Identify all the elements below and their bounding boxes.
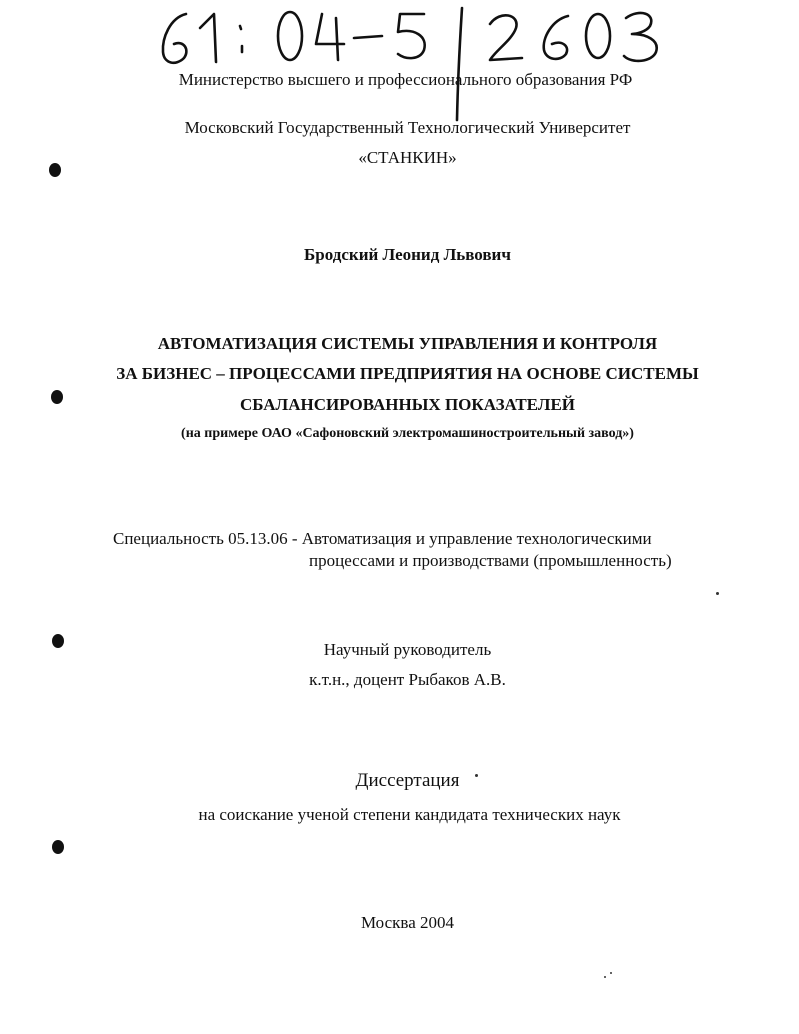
place-year: Москва 2004: [360, 913, 455, 932]
scan-speck: [604, 976, 606, 978]
advisor-label: Научный руководитель: [323, 640, 492, 659]
advisor-name: к.т.н., доцент Рыбаков А.В.: [309, 670, 506, 689]
scan-speck: [716, 592, 719, 595]
specialty-line-2: процессами и производствами (промышленность): [309, 551, 672, 570]
title-subtitle: (на примере ОАО «Сафоновский электромашиностроительный завод»): [181, 426, 634, 441]
specialty-line-1: Специальность 05.13.06 - Автоматизация и управление технологическими: [113, 529, 652, 548]
binding-hole-4: [52, 840, 64, 854]
ministry-line: Министерство высшего и профессионального образования РФ: [178, 70, 633, 89]
title-line-3: СБАЛАНСИРОВАННЫХ ПОКАЗАТЕЛЕЙ: [239, 395, 576, 414]
thesis-type: Диссертация: [355, 770, 460, 791]
university-line: Московский Государственный Технологический Университет: [184, 118, 631, 137]
university-short-name: «СТАНКИН»: [358, 148, 457, 167]
title-line-2: ЗА БИЗНЕС – ПРОЦЕССАМИ ПРЕДПРИЯТИЯ НА ОСНОВЕ СИСТЕМЫ: [116, 364, 699, 383]
scan-speck: [610, 972, 612, 974]
title-line-1: АВТОМАТИЗАЦИЯ СИСТЕМЫ УПРАВЛЕНИЯ И КОНТРОЛЯ: [157, 334, 658, 353]
thesis-purpose: на соискание ученой степени кандидата технических наук: [198, 805, 621, 824]
handwritten-archive-mark: [0, 0, 799, 130]
author-name: Бродский Леонид Львович: [304, 245, 511, 264]
